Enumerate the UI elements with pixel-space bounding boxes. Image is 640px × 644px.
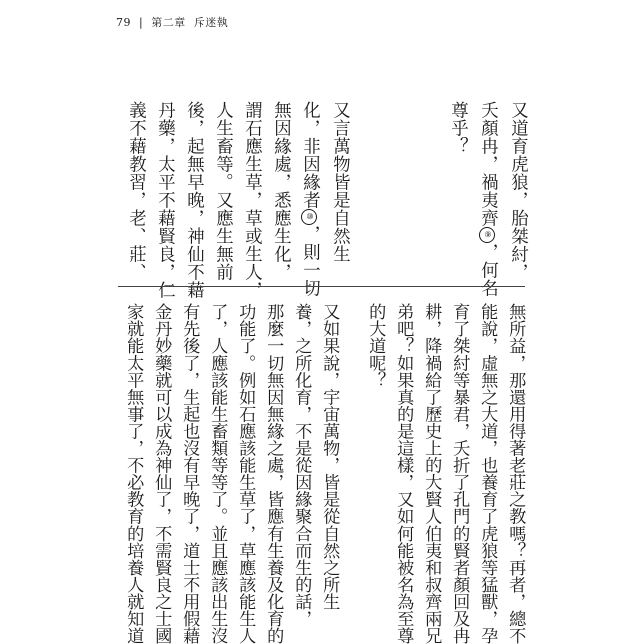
- original-text-column: 又言萬物皆是自然生: [329, 101, 350, 263]
- translation-column: 家就能太平無事了，不必教育的培養人就知道: [123, 303, 144, 644]
- original-text-column: 人生畜等。又應生無前: [212, 101, 233, 281]
- translation-column: 育了桀紂等暴君，夭折了孔門的賢者顏回及冉: [449, 303, 470, 644]
- running-header: [116, 14, 228, 30]
- translation-column: 耕，降禍給了歷史上的大賢人伯夷和叔齊兩兄: [421, 303, 442, 644]
- translation-column: 弟吧？如果真的是這樣，又如何能被名為至尊: [393, 303, 414, 644]
- translation-column: 了，人應該能生畜類等等了。並且應該出生沒: [207, 303, 228, 644]
- translation-column: 功能了。例如石應該能生草了，草應該能生人: [235, 303, 256, 644]
- chapter-title: 斥迷執: [193, 16, 229, 29]
- original-text-column: 夭顏冉，禍夷齊⑨，何名: [477, 101, 498, 297]
- original-text-column: 尊乎？: [447, 101, 468, 155]
- translation-column: 能說，虛無之大道，也養育了虎狼等猛獸，孕: [477, 303, 498, 644]
- translation-column: 金丹妙藥就可以成為神仙了，不需賢良之士國: [151, 303, 172, 644]
- page-number: 79: [116, 16, 131, 29]
- translation-column: 那麼一切無因無緣之處，皆應有生養及化育的: [263, 303, 284, 644]
- header-separator: |: [139, 16, 144, 29]
- original-text-column: 無因緣處，悉應生化，: [270, 101, 291, 281]
- original-text-column: 又道育虎狼，胎桀紂，: [507, 101, 528, 281]
- note-marker: ⑩: [301, 209, 317, 225]
- translation-column: 有先後了，生起也沒有早晚了，道士不用假藉: [179, 303, 200, 644]
- original-text-column: 丹藥，太平不藉賢良，仁: [154, 101, 175, 299]
- chapter-label: 第二章: [151, 16, 186, 29]
- note-marker: ⑨: [479, 227, 495, 243]
- translation-column: 養，之所化育，不是從因緣聚合而生的話，: [291, 303, 312, 627]
- translation-column: 的大道呢？: [365, 303, 386, 389]
- section-divider: [118, 286, 525, 287]
- translation-column: 無所益，那還用得著老莊之教嗎？再者，總不: [505, 303, 526, 644]
- original-text-column: 謂石應生草，草或生人，: [241, 101, 262, 299]
- translation-column: 又如果說，宇宙萬物，皆是從自然之所生: [319, 303, 340, 610]
- original-text-column: 後，起無早晚，神仙不藉: [183, 101, 204, 299]
- original-text-column: 義不藉教習，老、莊、: [125, 101, 146, 281]
- original-text-column: 化，非因緣者⑩，則一切: [299, 101, 320, 297]
